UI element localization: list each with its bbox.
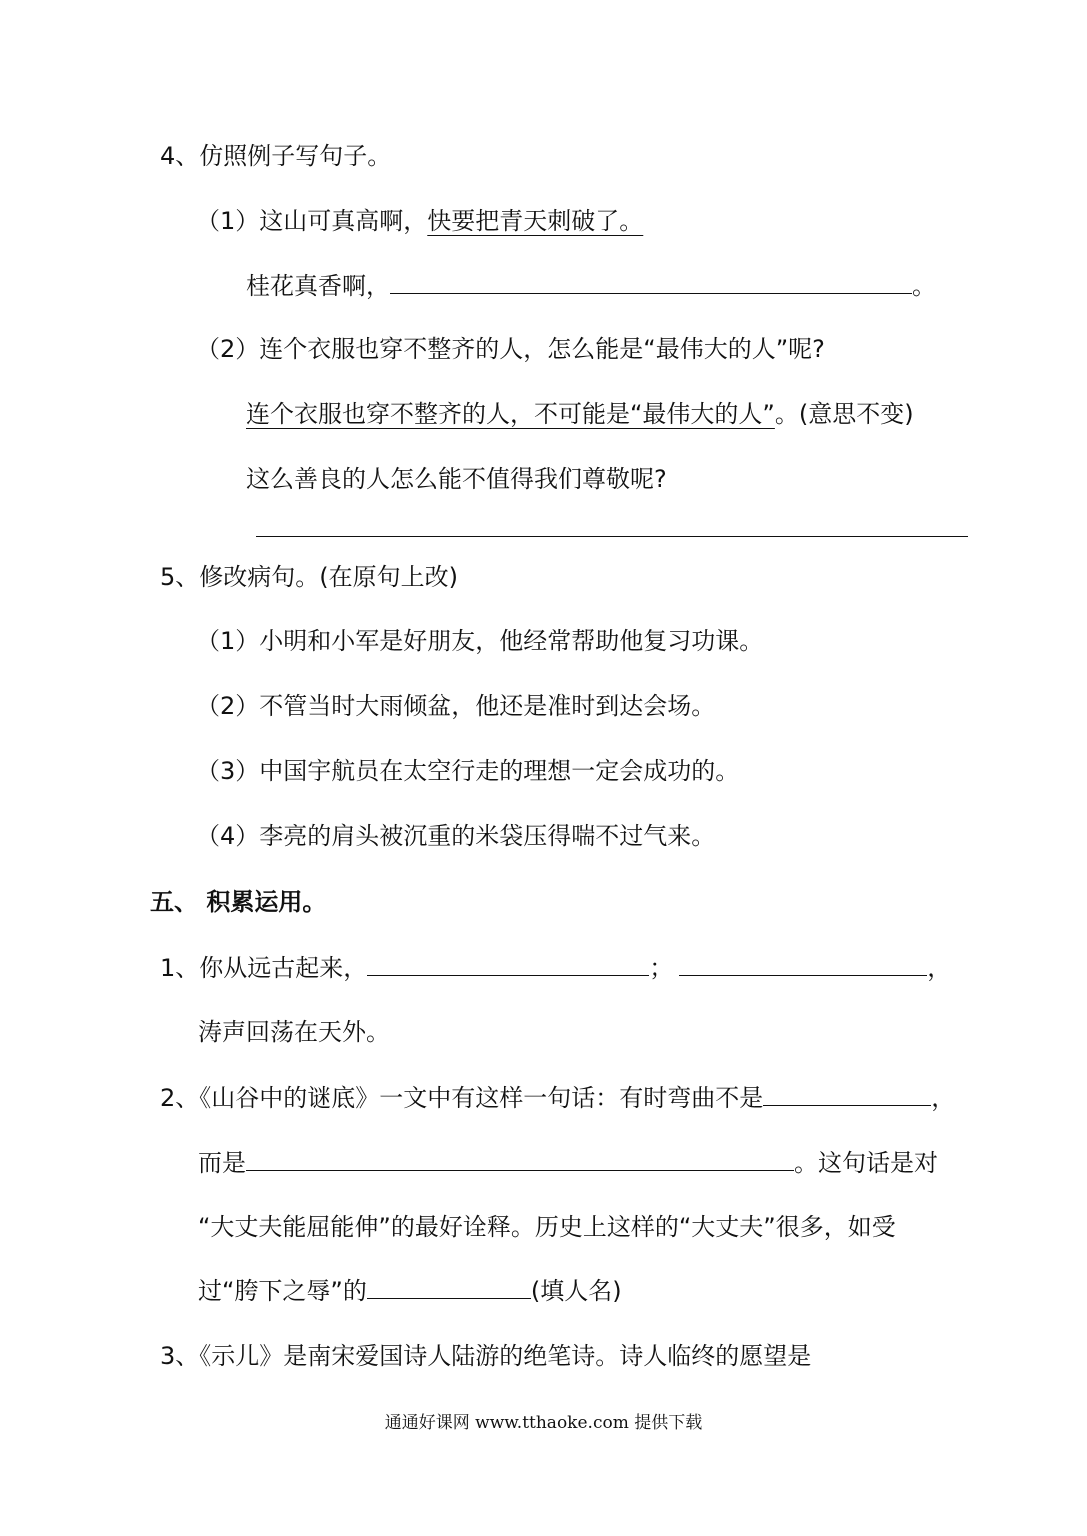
answer-blank[interactable]: [246, 1148, 794, 1171]
q4-title: 4、仿照例子写句子。: [160, 142, 392, 170]
answer-line[interactable]: [256, 536, 968, 537]
q4-s1-example: [196, 205, 643, 237]
s5-q2-d-end: (填人名): [530, 1277, 622, 1305]
q4-s1-end: 。: [912, 272, 936, 300]
answer-blank[interactable]: [367, 1276, 531, 1299]
s5-q2-a-text: 2、《山谷中的谜底》一文中有这样一句话：有时弯曲不是: [160, 1084, 764, 1112]
answer-blank[interactable]: [367, 953, 649, 976]
answer-blank[interactable]: [390, 271, 912, 294]
s5-q3: 3、《示儿》是南宋爱国诗人陆游的绝笔诗。诗人临终的愿望是: [160, 1342, 812, 1370]
q5-item-2: （2）不管当时大雨倾盆，他还是准时到达会场。: [196, 692, 716, 720]
s5-q1-text: 1、你从远古起来，: [160, 954, 368, 982]
q4-s1-prefix: （1）这山可真高啊，: [196, 207, 428, 235]
s5-q1: [160, 952, 951, 984]
s5-q2-d: [198, 1275, 622, 1307]
q4-s1-task: [246, 270, 936, 302]
s5-q2-b: [198, 1147, 938, 1179]
answer-blank[interactable]: [763, 1083, 931, 1106]
s5-q2-a-end: ，: [931, 1084, 956, 1112]
s5-q2-d-text: 过“胯下之辱”的: [198, 1277, 367, 1305]
s5-q1-b: 涛声回荡在天外。: [198, 1018, 390, 1046]
s5-q2-c: “大丈夫能屈能伸”的最好诠释。历史上这样的“大丈夫”很多，如受: [198, 1213, 896, 1241]
answer-blank[interactable]: [679, 953, 927, 976]
page-footer: 通通好课网 www.tthaoke.com 提供下载: [384, 1413, 703, 1433]
q5-item-3: （3）中国宇航员在太空行走的理想一定会成功的。: [196, 757, 740, 785]
s5-q2-b-text: 而是: [198, 1149, 246, 1177]
q4-s2-example: [246, 398, 914, 430]
section5-heading: 五、 积累运用。: [150, 888, 327, 916]
s5-q1-sep: ；: [649, 954, 674, 982]
q5-item-1: （1）小明和小军是好朋友，他经常帮助他复习功课。: [196, 627, 764, 655]
q4-s2-task: 这么善良的人怎么能不值得我们尊敬呢?: [246, 465, 667, 493]
q5-item-4: （4）李亮的肩头被沉重的米袋压得喘不过气来。: [196, 822, 716, 850]
s5-q2-a: [160, 1082, 955, 1114]
q4-s1-underlined: 快要把青天刺破了。: [427, 207, 644, 235]
q4-s2-note: 。(意思不变): [774, 400, 914, 428]
q4-s1-task-text: 桂花真香啊，: [246, 272, 390, 300]
q5-title: 5、修改病句。(在原句上改): [160, 563, 458, 591]
q4-s2-underlined: 连个衣服也穿不整齐的人，不可能是“最伟大的人”: [246, 400, 775, 428]
q4-s2-prefix: （2）连个衣服也穿不整齐的人，怎么能是“最伟大的人”呢?: [196, 335, 825, 363]
s5-q1-end: ，: [927, 954, 952, 982]
s5-q2-b-end: 。这句话是对: [794, 1149, 938, 1177]
